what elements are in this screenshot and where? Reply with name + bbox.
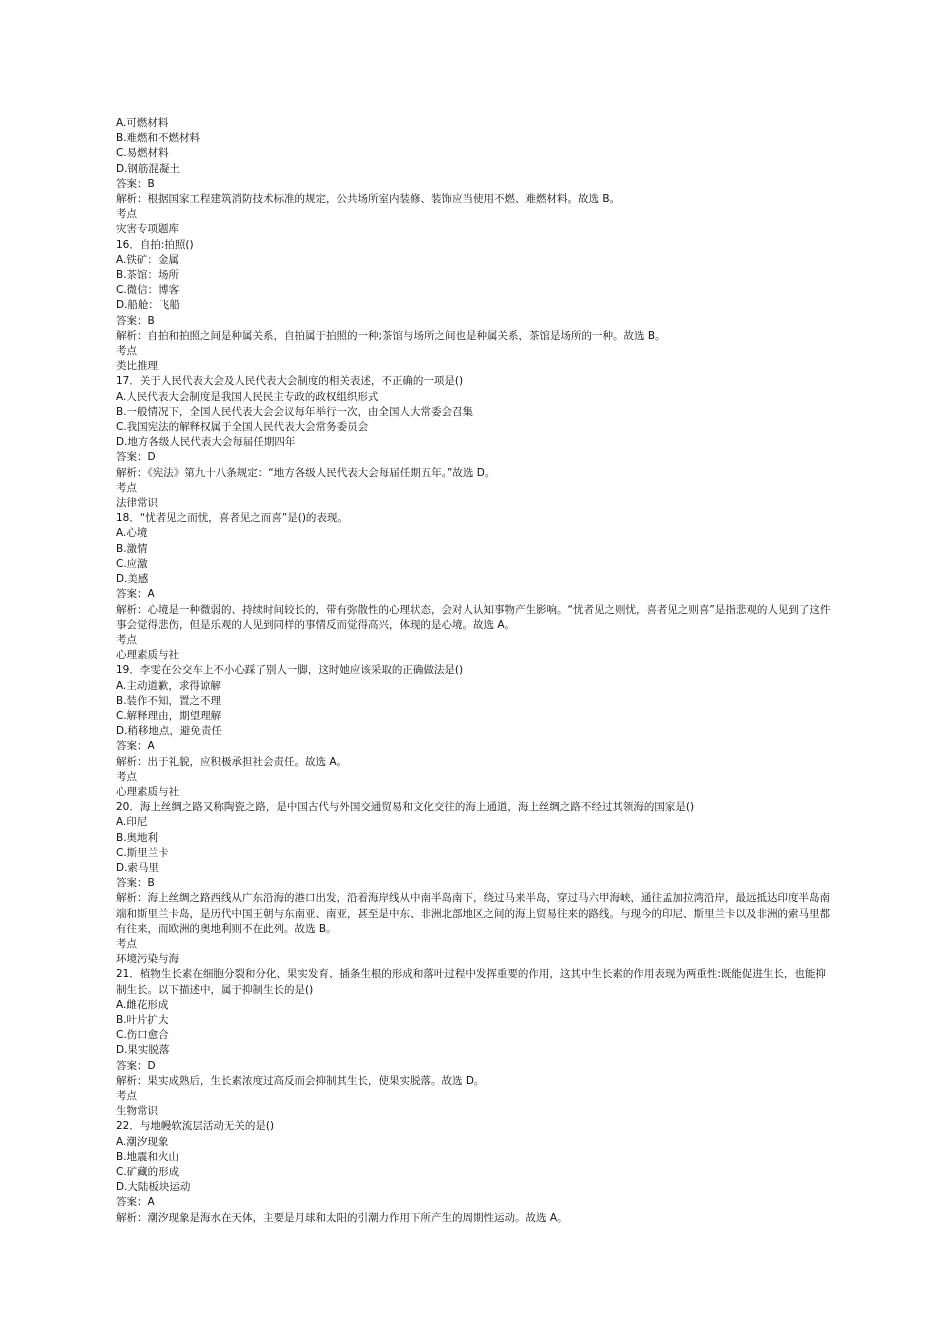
text-line: 考点 (116, 1090, 137, 1102)
text-line: 16．自拍:拍照() (116, 238, 194, 251)
text-line: 解析：潮汐现象是海水在天体，主要是月球和太阳的引潮力作用下所产生的周期性运动。故选 A。 (116, 1211, 568, 1224)
text-line: 考点 (116, 481, 137, 494)
text-line: A.心境 (116, 527, 148, 540)
text-line: C.应激 (116, 557, 148, 570)
text-line: 心理素质与社 (116, 649, 179, 662)
text-line: C.斯里兰卡 (116, 846, 169, 859)
text-line: 解析：根据国家工程建筑消防技术标准的规定，公共场所室内装修、装饰应当使用不燃、难燃材料。故选 B。 (116, 193, 621, 206)
text-line: B.茶馆：场所 (116, 269, 180, 282)
text-line: D.船舱：飞船 (116, 299, 180, 312)
text-line: 20．海上丝绸之路又称陶瓷之路，是中国古代与外国交通贸易和文化交往的海上通道，海上丝绸之路不经过其领海的国家是() (116, 801, 695, 814)
text-line: 解析：《宪法》第九十八条规定：“地方各级人民代表大会每届任期五年。”故选 D。 (116, 466, 496, 479)
text-line: A.潮汐现象 (116, 1135, 169, 1148)
text-line: 22．与地幔软流层活动无关的是() (116, 1120, 275, 1133)
text-line: 19．李雯在公交车上不小心踩了别人一脚，这时她应该采取的正确做法是() (116, 664, 464, 677)
text-line: 答案：B (116, 877, 155, 890)
text-line: 生物常识 (116, 1105, 158, 1118)
text-line: D.钢筋混凝土 (116, 162, 180, 175)
text-line: A.人民代表大会制度是我国人民民主专政的政权组织形式 (116, 390, 379, 403)
text-line: 解析：自拍和拍照之间是种属关系，自拍属于拍照的一种;茶馆与场所之间也是种属关系，茶馆是场所的一种。故选 B。 (116, 329, 666, 342)
text-line: C.微信：博客 (116, 284, 180, 297)
text-line: 心理素质与社 (116, 785, 179, 798)
text-line: C.矿藏的形成 (116, 1166, 180, 1179)
text-line: D.地方各级人民代表大会每届任期四年 (116, 436, 296, 449)
text-line: B.奥地利 (116, 831, 159, 844)
text-line: 解析：果实成熟后，生长素浓度过高反而会抑制其生长，使果实脱落。故选 D。 (116, 1074, 485, 1087)
text-line: C.我国宪法的解释权属于全国人民代表大会常务委员会 (116, 421, 369, 434)
text-line: B.激情 (116, 542, 148, 555)
text-line: D.稍移地点，避免责任 (116, 725, 222, 738)
text-line: 环境污染与海 (116, 953, 179, 966)
text-line: 考点 (116, 633, 137, 646)
text-line: 解析：出于礼貌，应积极承担社会责任。故选 A。 (116, 755, 348, 768)
text-line: 考点 (116, 208, 137, 221)
text-line: 17．关于人民代表大会及人民代表大会制度的相关表述，不正确的一项是() (116, 375, 464, 388)
text-line: 考点 (116, 770, 137, 783)
text-line: 答案：D (116, 451, 156, 464)
text-line: B.难燃和不燃材料 (116, 132, 201, 145)
text-line: 解析：心境是一种微弱的、持续时间较长的，带有弥散性的心理状态，会对人认知事物产生影响。“忧者见之则忧，喜者见之则喜”是指悲观的人见到了这件事会觉得悲伤，但是乐观的人见到同样的事情反而觉得高兴，体现的是心境。故选 A。 (116, 603, 831, 631)
text-line: D.大陆板块运动 (116, 1181, 191, 1194)
text-line: D.美感 (116, 573, 149, 586)
text-line: D.果实脱落 (116, 1044, 170, 1057)
text-line: 解析：海上丝绸之路西线从广东沿海的港口出发，沿着海岸线从中南半岛南下，绕过马来半岛，穿过马六甲海峡，通往孟加拉湾沿岸，最远抵达印度半岛南端和斯里兰卡岛，是历代中国王朝与东南亚、南亚，甚至是中东、非洲北部地区之间的海上贸易往来的路线。与现今的印尼、斯里兰卡以及非洲的索马里都有往来，而欧洲的奥地利则不在此列。故选 B。 (116, 892, 830, 935)
text-line: 答案：B (116, 314, 155, 327)
text-line: C.伤口愈合 (116, 1029, 169, 1042)
text-line: 答案：A (116, 588, 155, 601)
text-line: A.主动道歉，求得谅解 (116, 679, 221, 692)
document-page (116, 116, 836, 1226)
text-line: B.装作不知，置之不理 (116, 694, 222, 707)
text-line: 考点 (116, 937, 137, 950)
text-line: 答案：A (116, 740, 155, 753)
text-line: A.可燃材料 (116, 117, 169, 129)
text-line: B.叶片扩大 (116, 1013, 169, 1026)
text-line: 灾害专项题库 (116, 223, 179, 236)
text-line: A.铁矿：金属 (116, 253, 179, 266)
text-line: D.索马里 (116, 861, 159, 874)
text-line: 法律常识 (116, 497, 158, 510)
text-line: C.易燃材料 (116, 147, 169, 160)
text-line: A.雌花形成 (116, 998, 169, 1011)
text-line: 21．植物生长素在细胞分裂和分化、果实发育、插条生根的形成和落叶过程中发挥重要的作用，这其中生长素的作用表现为两重性:既能促进生长，也能抑制生长。以下描述中，属于抑制生长的是() (116, 968, 826, 996)
text-line: B.一般情况下，全国人民代表大会会议每年举行一次，由全国人大常委会召集 (116, 405, 474, 418)
text-line: 类比推理 (116, 360, 158, 373)
text-line: A.印尼 (116, 816, 148, 829)
text-line: 答案：D (116, 1059, 156, 1072)
text-line: 答案：A (116, 1196, 155, 1209)
text-line: 考点 (116, 345, 137, 358)
text-line: 18．“忧者见之而忧，喜者见之而喜”是()的表现。 (116, 512, 348, 525)
text-line: B.地震和火山 (116, 1150, 180, 1163)
text-line: 答案：B (116, 177, 155, 190)
text-line: C.解释理由，期望理解 (116, 709, 222, 722)
